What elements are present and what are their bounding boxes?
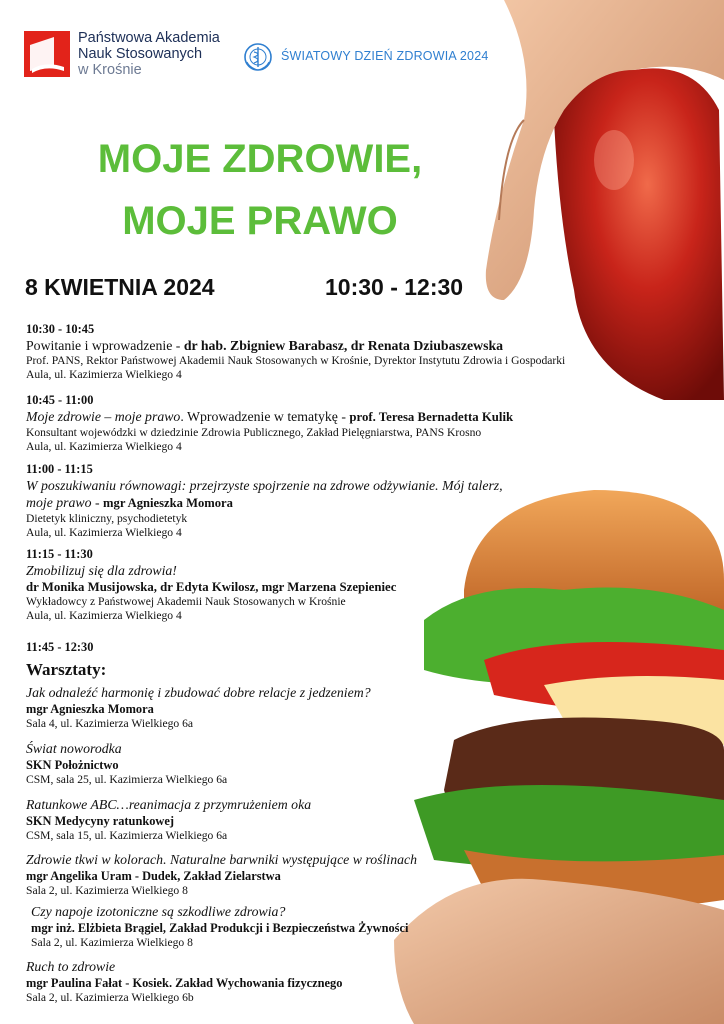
workshop-host: SKN Medycyny ratunkowej [26,814,174,828]
university-name-line1: Państwowa Akademia [78,30,220,46]
workshop-title: Czy napoje izotoniczne są szkodliwe zdrowia? [31,904,286,919]
poster-title [30,128,490,252]
session-speakers: dr Monika Musijowska, dr Edyta Kwilosz, mgr Marzena Szepieniec [26,580,397,594]
session-dash: - [91,495,104,510]
session-3 [26,462,586,540]
session-speaker: prof. Teresa Bernadetta Kulik [349,410,514,424]
session-role: Wykładowcy z Państwowej Akademii Nauk Stosowanych w Krośnie [26,595,346,608]
session-intro: . Wprowadzenie w tematykę - [180,409,350,424]
workshop-title: Zdrowie tkwi w kolorach. Naturalne barwniki występujące w roślinach [26,852,418,867]
workshop-item [26,851,586,898]
workshop-title: Ratunkowe ABC…reanimacja z przymrużeniem oka [26,797,312,812]
session-place: Aula, ul. Kazimierza Wielkiego 4 [26,526,182,539]
session-time: 11:45 - 12:30 [26,640,94,654]
workshop-place: Sala 2, ul. Kazimierza Wielkiego 8 [31,936,193,949]
session-time: 11:15 - 11:30 [26,547,93,561]
workshop-host: mgr Agnieszka Momora [26,702,154,716]
session-2 [26,393,586,454]
workshop-title: Ruch to zdrowie [26,959,116,974]
session-place: Aula, ul. Kazimierza Wielkiego 4 [26,440,182,453]
session-role: Konsultant wojewódzki w dziedzinie Zdrowia Publicznego, Zakład Pielęgniarstwa, PANS Krosno [26,426,482,439]
title-line2: MOJE PRAWO [122,199,398,243]
session-time: 10:45 - 11:00 [26,393,94,407]
session-title-line2: moje prawo [26,495,92,510]
session-role: Prof. PANS, Rektor Państwowej Akademii Nauk Stosowanych w Krośnie, Dyrektor Instytutu Zdrowia i Gospodarki [26,354,566,367]
workshop-place: Sala 2, ul. Kazimierza Wielkiego 6b [26,991,194,1004]
event-hours: 10:30 - 12:30 [325,274,464,300]
workshop-item [26,796,586,843]
workshop-host: SKN Położnictwo [26,758,119,772]
session-title: Powitanie i wprowadzenie - [26,338,184,353]
title-line1: MOJE ZDROWIE, [97,137,423,181]
session-title: Zmobilizuj się dla zdrowia! [26,563,177,578]
workshops-heading: Warsztaty: [26,660,107,679]
who-emblem-icon [243,42,273,72]
university-name [78,30,220,78]
university-logo-icon [24,31,70,77]
workshop-item [26,740,586,787]
session-title-line1: W poszukiwaniu równowagi: przejrzyste spojrzenie na zdrowe odżywianie. Mój talerz, [26,478,503,493]
event-date: 8 KWIETNIA 2024 [25,274,215,300]
workshop-host: mgr Angelika Uram - Dudek, Zakład Zielarstwa [26,869,281,883]
workshop-item [31,903,591,950]
session-speaker: mgr Agnieszka Momora [103,496,233,510]
workshop-place: CSM, sala 15, ul. Kazimierza Wielkiego 6a [26,829,228,842]
session-place: Aula, ul. Kazimierza Wielkiego 4 [26,368,182,381]
workshop-title: Świat noworodka [26,741,122,756]
workshop-place: Sala 4, ul. Kazimierza Wielkiego 6a [26,717,194,730]
session-title: Moje zdrowie – moje prawo [26,409,181,424]
session-speakers: dr hab. Zbigniew Barabasz, dr Renata Dziubaszewska [183,338,504,353]
session-4 [26,547,586,623]
session-role: Dietetyk kliniczny, psychodietetyk [26,512,188,525]
session-time: 10:30 - 10:45 [26,322,95,336]
workshop-host: mgr Paulina Fałat - Kosiek. Zakład Wychowania fizycznego [26,976,343,990]
session-1 [26,322,586,382]
workshop-place: CSM, sala 25, ul. Kazimierza Wielkiego 6a [26,773,228,786]
workshop-host: mgr inż. Elżbieta Brągiel, Zakład Produkcji i Bezpieczeństwa Żywności [31,921,409,935]
workshop-title: Jak odnaleźć harmonię i zbudować dobre relacje z jedzeniem? [26,685,371,700]
session-5 [26,640,586,681]
session-place: Aula, ul. Kazimierza Wielkiego 4 [26,609,182,622]
workshop-item [26,684,586,731]
event-name: ŚWIATOWY DZIEŃ ZDROWIA 2024 [281,49,489,63]
workshop-item [26,958,586,1005]
session-time: 11:00 - 11:15 [26,462,93,476]
university-name-line3: w Krośnie [78,62,142,78]
university-name-line2: Nauk Stosowanych [78,46,203,62]
workshop-place: Sala 2, ul. Kazimierza Wielkiego 8 [26,884,188,897]
